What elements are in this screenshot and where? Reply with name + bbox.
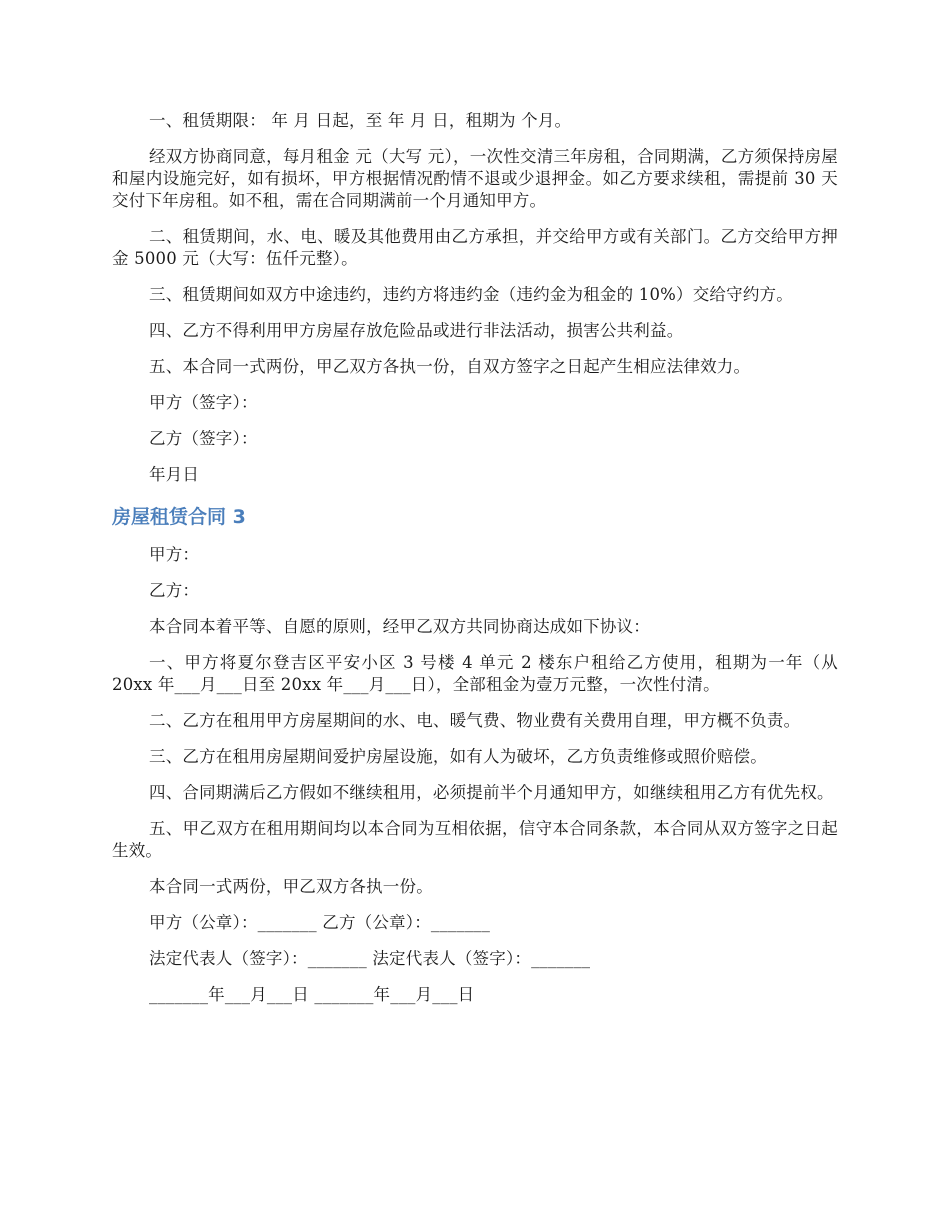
seal-line: 甲方（公章）：_______ 乙方（公章）：_______: [149, 913, 491, 932]
contract-heading: 房屋租赁合同 3: [112, 506, 246, 528]
party-b-signature-line: 乙方（签字）：: [149, 429, 258, 448]
copies-line: 本合同一式两份，甲乙双方各执一份。: [149, 877, 433, 896]
clause-renewal: 四、合同期满后乙方假如不继续租用，必须提前半个月通知甲方，如继续租用乙方有优先权。: [149, 783, 834, 802]
legal-representative-line: 法定代表人（签字）：_______ 法定代表人（签字）：_______: [149, 949, 591, 968]
clause-prohibited-use: 四、乙方不得利用甲方房屋存放危险品或进行非法活动，损害公共利益。: [149, 321, 684, 340]
clause-copies-validity: 五、本合同一式两份，甲乙双方各执一份，自双方签字之日起产生相应法律效力。: [149, 357, 751, 376]
clause-fees: 二、乙方在租用甲方房屋期间的水、电、暖气费、物业费有关费用自理，甲方概不负责。: [149, 711, 801, 730]
party-b-line: 乙方：: [149, 581, 200, 600]
clause-utilities-deposit: 二、租赁期间，水、电、暖及其他费用由乙方承担，并交给甲方或有关部门。乙方交给甲方押金 5000 元（大写：伍仟元整）。: [112, 227, 838, 268]
clause-effect: 五、甲乙双方在租用期间均以本合同为互相依据，信守本合同条款，本合同从双方签字之日起生效。: [112, 819, 838, 860]
clause-maintenance: 三、乙方在租用房屋期间爱护房屋设施，如有人为破坏，乙方负责维修或照价赔偿。: [149, 747, 767, 766]
clause-lease-term: 一、租赁期限： 年 月 日起，至 年 月 日，租期为 个月。: [149, 111, 572, 130]
clause-breach-penalty: 三、租赁期间如双方中途违约，违约方将违约金（违约金为租金的 10%）交给守约方。: [149, 285, 793, 304]
clause-rent-payment: 经双方协商同意，每月租金 元（大写 元），一次性交清三年房租，合同期满，乙方须保持房屋和屋内设施完好，如有损坏，甲方根据情况酌情不退或少退押金。如乙方要求续租，需提前 30 天交付下年房租。如不租，需在合同期满前一个月通知甲方。: [112, 147, 838, 210]
date-line: 年月日: [149, 465, 200, 484]
signing-date-line: _______年___月___日 _______年___月___日: [149, 985, 475, 1004]
contract-preamble: 本合同本着平等、自愿的原则，经甲乙双方共同协商达成如下协议：: [149, 617, 650, 636]
document-page: [112, 110, 838, 1020]
party-a-line: 甲方：: [149, 545, 200, 564]
clause-property-term: 一、甲方将夏尔登吉区平安小区 3 号楼 4 单元 2 楼东户租给乙方使用，租期为一年（从 20xx 年___月___日至 20xx 年___月___日），全部租金为壹万元整，一次性付清。: [112, 653, 838, 694]
party-a-signature-line: 甲方（签字）：: [149, 393, 258, 412]
